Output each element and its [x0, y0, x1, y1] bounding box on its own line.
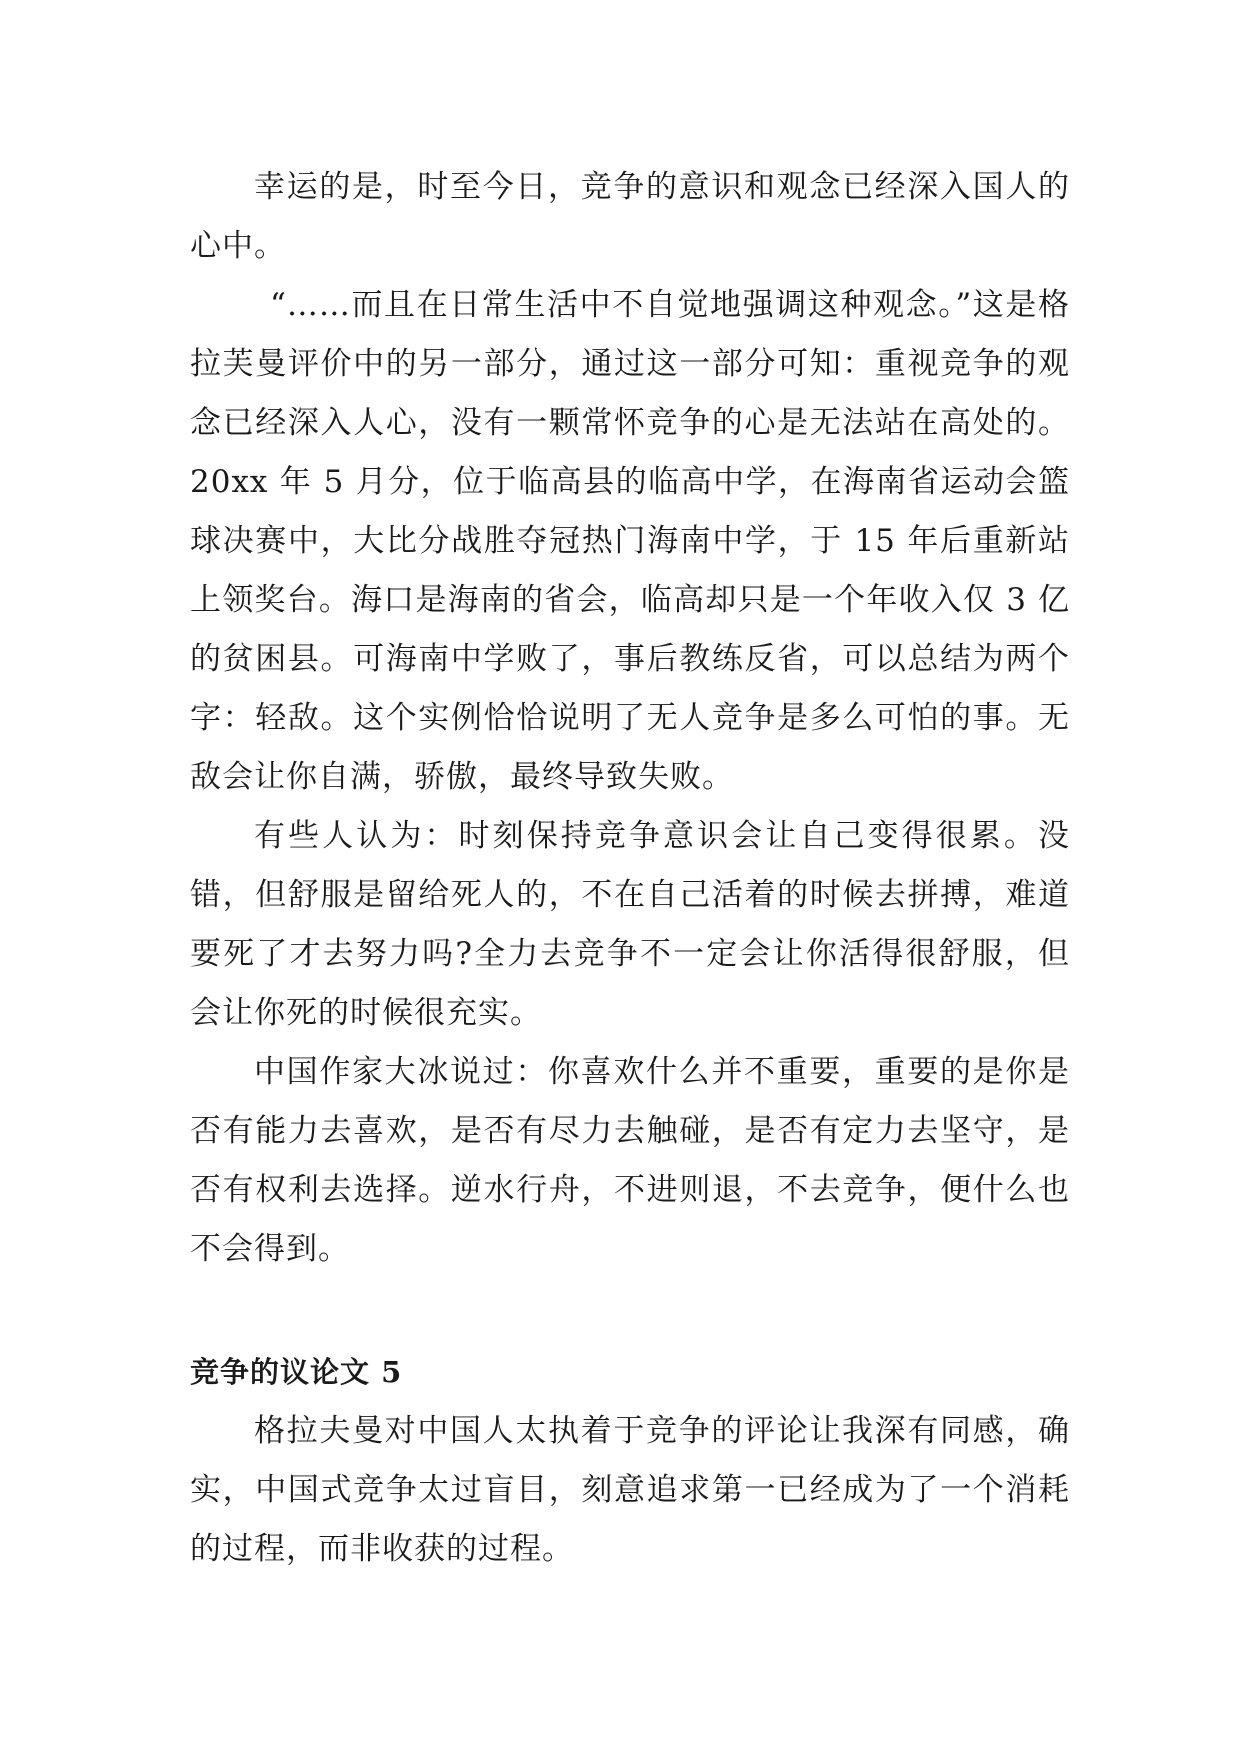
section-heading: 竞争的议论文 5 — [190, 1355, 403, 1389]
document-body — [190, 158, 1070, 1579]
paragraph-1: 幸运的是，时至今日，竞争的意识和观念已经深入国人的心中。 — [190, 169, 1070, 264]
section-paragraph-1: 格拉夫曼对中国人太执着于竞争的评论让我深有同感，确实，中国式竞争太过盲目，刻意追求第一已经成为了一个消耗的过程，而非收获的过程。 — [190, 1413, 1070, 1567]
paragraph-4: 中国作家大冰说过：你喜欢什么并不重要，重要的是你是否有能力去喜欢，是否有尽力去触碰，是否有定力去坚守，是否有权利去选择。逆水行舟，不进则退，不去竞争，便什么也不会得到。 — [190, 1054, 1070, 1267]
paragraph-3: 有些人认为：时刻保持竞争意识会让自己变得很累。没错，但舒服是留给死人的，不在自己活着的时候去拼搏，难道要死了才去努力吗?全力去竞争不一定会让你活得很舒服，但会让你死的时候很充实。 — [190, 818, 1070, 1031]
paragraph-2: “……而且在日常生活中不自觉地强调这种观念。”这是格拉芙曼评价中的另一部分，通过这一部分可知：重视竞争的观念已经深入人心，没有一颗常怀竞争的心是无法站在高处的。20xx 年 5 月分，位于临高县的临高中学，在海南省运动会篮球决赛中，大比分战胜夺冠热门海南中学，于 15 年后重新站上领奖台。海口是海南的省会，临高却只是一个年收入仅 3 亿的贫困县。可海南中学败了，事后教练反省，可以总结为两个字：轻敌。这个实例恰恰说明了无人竞争是多么可怕的事。无敌会让你自满，骄傲，最终导致失败。 — [190, 287, 1070, 795]
